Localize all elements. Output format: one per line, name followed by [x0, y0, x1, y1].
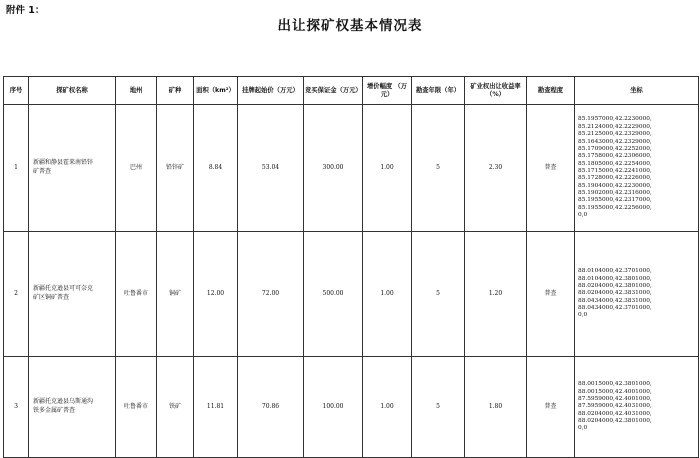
coord-line: 85.2124000,42.2229000,	[578, 123, 652, 130]
name-line: 新疆和静县霍来南铅锌	[33, 159, 94, 167]
coord-line: 85.1643000,42.2329000,	[578, 138, 652, 145]
cell-coords	[575, 232, 699, 357]
name-line: 铁多金属矿普查	[33, 407, 76, 414]
header-exploration-level: 勘查程度	[527, 77, 575, 105]
cell-yield-rate: 2.30	[465, 105, 527, 232]
cell-seq: 3	[4, 357, 29, 458]
cell-yield-rate: 1.80	[465, 357, 527, 458]
table-row	[4, 357, 699, 458]
table-header-row	[4, 77, 699, 105]
cell-exploration-level: 普查	[527, 357, 575, 458]
header-location: 地州	[116, 77, 157, 105]
header-area: 面积（km²）	[194, 77, 238, 105]
cell-period: 5	[412, 105, 465, 232]
cell-start-price: 53.04	[238, 105, 304, 232]
coord-line: 88.0434000,42.3701000,	[578, 305, 652, 312]
annex-label: 附件 1：	[6, 5, 45, 16]
header-coords: 坐标	[575, 77, 699, 105]
coord-line: 88.0104000,42.3701000,	[578, 268, 652, 275]
coord-line: 88.0204000,42.4031000,	[578, 410, 652, 417]
coord-line: 85.1957000,42.2230000,	[578, 116, 652, 123]
cell-increment: 1.00	[363, 232, 412, 357]
coord-line: 88.0104000,42.3801000,	[578, 275, 652, 282]
coord-line: 88.0204000,42.3831000,	[578, 290, 652, 297]
cell-deposit: 100.00	[304, 357, 363, 458]
coord-line: 85.1758000,42.2306000,	[578, 153, 652, 160]
coord-line: 88.0015000,42.3801000,	[578, 381, 652, 388]
cell-start-price: 70.86	[238, 357, 304, 458]
coord-line: 85.1955000,42.2256000,	[578, 204, 652, 211]
cell-yield-rate: 1.20	[465, 232, 527, 357]
coord-line: 0,0	[578, 212, 588, 219]
header-increment: 增价幅度 （万元）	[363, 77, 412, 105]
coord-line: 85.1709000,42.2252000,	[578, 145, 652, 152]
cell-location: 吐鲁番市	[116, 232, 157, 357]
name-line: 矿普查	[33, 168, 52, 175]
header-deposit: 竞买保证金（万元）	[304, 77, 363, 105]
coord-line: 85.1904000,42.2230000,	[578, 182, 652, 189]
coord-line: 85.2125000,42.2329000,	[578, 131, 652, 138]
coord-line: 0,0	[578, 312, 588, 319]
cell-deposit: 300.00	[304, 105, 363, 232]
header-period: 勘查年限（年）	[412, 77, 465, 105]
cell-seq: 1	[4, 105, 29, 232]
cell-period: 5	[412, 357, 465, 458]
coord-line: 85.1715000,42.2241000,	[578, 168, 652, 174]
coord-line: 88.0434000,42.3831000,	[578, 297, 652, 304]
cell-exploration-level: 普查	[527, 105, 575, 232]
cell-exploration-level: 普查	[527, 232, 575, 357]
coord-line: 85.1805000,42.2254000,	[578, 160, 652, 167]
header-seq: 序号	[4, 77, 29, 105]
cell-name	[29, 105, 116, 232]
table-row	[4, 232, 699, 357]
coord-line: 0,0	[578, 425, 588, 432]
header-yield-rate: 矿业权出让收益率（%）	[465, 77, 527, 105]
header-name: 探矿权名称	[29, 77, 116, 105]
header-start-price: 挂牌起始价（万元）	[238, 77, 304, 105]
name-line: 新疆托克逊县可可奈克	[33, 285, 94, 293]
coord-line: 87.5959000,42.4001000,	[578, 395, 652, 402]
cell-start-price: 72.00	[238, 232, 304, 357]
cell-increment: 1.00	[363, 105, 412, 232]
cell-location: 吐鲁番市	[116, 357, 157, 458]
table-row	[4, 105, 699, 232]
coord-line: 85.1728000,42.2226000,	[578, 175, 652, 182]
header-mineral: 矿种	[157, 77, 194, 105]
cell-area: 8.84	[194, 105, 238, 232]
name-line: 矿区铜矿普查	[33, 294, 70, 301]
cell-name	[29, 357, 116, 458]
coord-line: 88.0204000,42.3801000,	[578, 282, 652, 289]
mining-rights-table	[3, 76, 699, 458]
coord-line: 85.1955000,42.2317000,	[578, 197, 652, 204]
cell-mineral: 铅锌矿	[157, 105, 194, 232]
cell-mineral: 铜矿	[157, 232, 194, 357]
coord-line: 85.1902000,42.2316000,	[578, 190, 652, 197]
cell-area: 11.81	[194, 357, 238, 458]
page-title: 出让探矿权基本情况表	[277, 18, 423, 34]
cell-coords	[575, 105, 699, 232]
coord-line: 88.0015000,42.4001000,	[578, 388, 652, 395]
cell-deposit: 500.00	[304, 232, 363, 357]
cell-seq: 2	[4, 232, 29, 357]
cell-increment: 1.00	[363, 357, 412, 458]
cell-name	[29, 232, 116, 357]
cell-location: 巴州	[116, 105, 157, 232]
coord-line: 88.0204000,42.3801000,	[578, 418, 652, 425]
cell-area: 12.00	[194, 232, 238, 357]
cell-period: 5	[412, 232, 465, 357]
cell-mineral: 铁矿	[157, 357, 194, 458]
coord-line: 87.5959000,42.4031000,	[578, 403, 652, 410]
cell-coords	[575, 357, 699, 458]
name-line: 新疆托克逊县乌斯通沟	[33, 398, 94, 406]
